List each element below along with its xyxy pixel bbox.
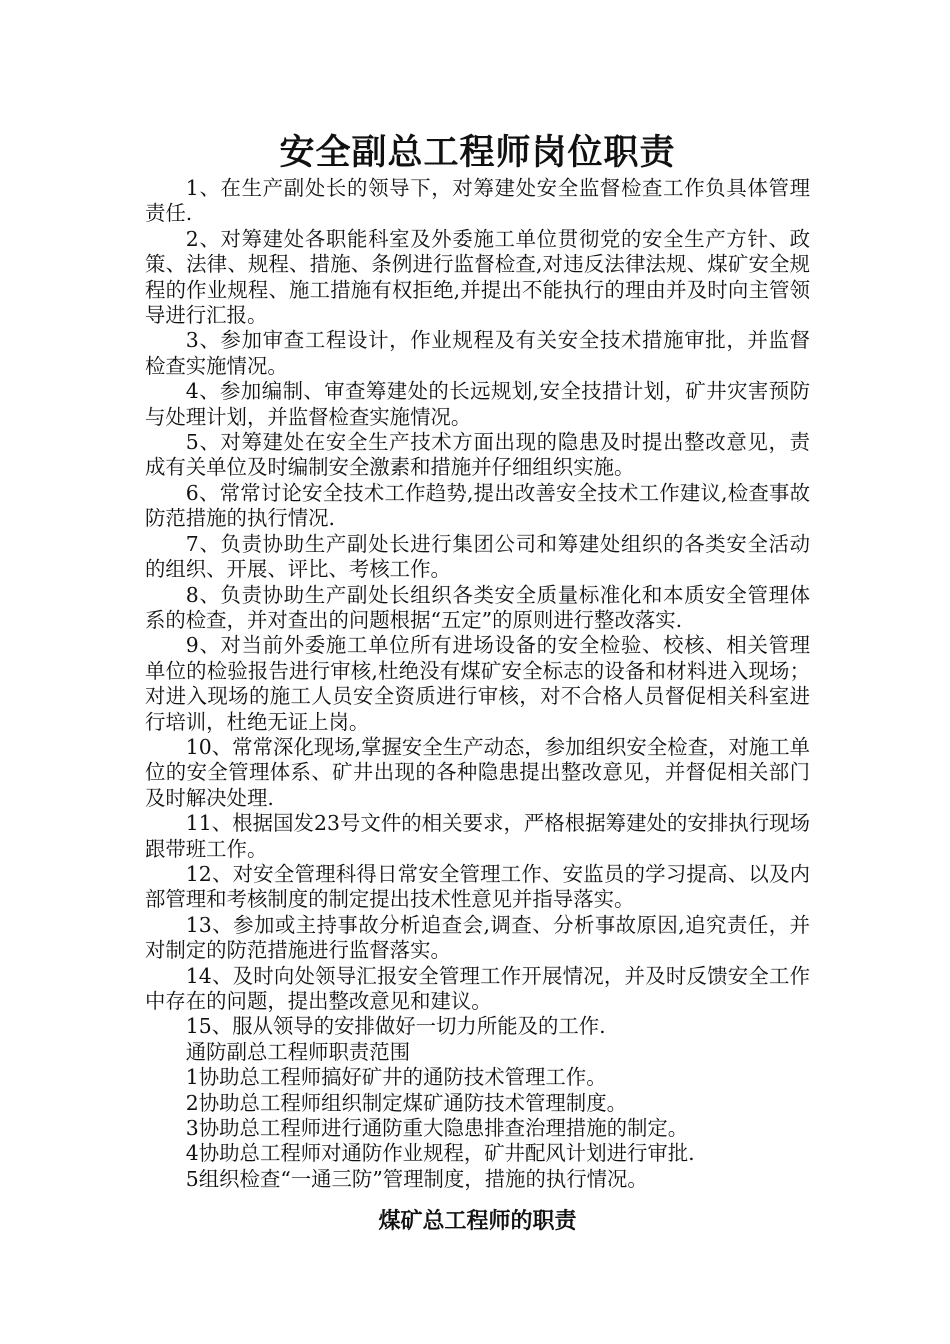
duty-paragraph-14: 14、及时向处领导汇报安全管理工作开展情况，并及时反馈安全工作中存在的问题，提出整改意见和建议。: [145, 963, 810, 1013]
document-title: 安全副总工程师岗位职责: [279, 132, 676, 173]
duty-paragraph-8: 8、负责协助生产副处长组织各类安全质量标准化和本质安全管理体系的检查，并对查出的问题根据“五定”的原则进行整改落实.: [145, 582, 810, 632]
duty-paragraph-7: 7、负责协助生产副处长进行集团公司和筹建处组织的各类安全活动的组织、开展、评比、考核工作。: [145, 531, 810, 582]
next-document-title: 煤矿总工程师的职责: [378, 1208, 577, 1235]
section-heading: 通防副总工程师职责范围: [185, 1039, 411, 1064]
section-item-1: 1协助总工程师搞好矿井的通防技术管理工作。: [185, 1065, 607, 1090]
duties-list: [145, 176, 810, 1040]
duty-paragraph-12: 12、对安全管理科得日常安全管理工作、安监员的学习提高、以及内部管理和考核制度的制定提出技术性意见并指导落实。: [145, 861, 810, 912]
duty-paragraph-11: 11、根据国发23号文件的相关要求，严格根据筹建处的安排执行现场跟带班工作。: [145, 811, 810, 861]
duty-paragraph-4: 4、参加编制、审查筹建处的长远规划,安全技措计划，矿井灾害预防与处理计划，并监督检查实施情况。: [145, 379, 810, 429]
section-item-4: 4协助总工程师对通防作业规程，矿井配风计划进行审批.: [185, 1141, 695, 1166]
duty-paragraph-9: 9、对当前外委施工单位所有进场设备的安全检验、校核、相关管理单位的检验报告进行审核,杜绝没有煤矿安全标志的设备和材料进入现场；对进入现场的施工人员安全资质进行审核，对不合格人员督促相关科室进行培训，杜绝无证上岗。: [145, 633, 810, 734]
duty-paragraph-6: 6、常常讨论安全技术工作趋势,提出改善安全技术工作建议,检查事故防范措施的执行情况.: [145, 480, 810, 531]
section-item-2: 2协助总工程师组织制定煤矿通防技术管理制度。: [185, 1090, 627, 1115]
duty-paragraph-10: 10、常常深化现场,掌握安全生产动态，参加组织安全检查，对施工单位的安全管理体系、矿井出现的各种隐患提出整改意见，并督促相关部门及时解决处理.: [145, 734, 810, 810]
ventilation-section: [145, 1040, 810, 1192]
document-page: [145, 0, 810, 1236]
section-item-3: 3协助总工程师进行通防重大隐患排查治理措施的制定。: [185, 1116, 689, 1141]
duty-paragraph-5: 5、对筹建处在安全生产技术方面出现的隐患及时提出整改意见，责成有关单位及时编制安全激素和措施并仔细组织实施。: [145, 430, 810, 480]
duty-paragraph-15: 15、服从领导的安排做好一切力所能及的工作.: [185, 1014, 606, 1039]
duty-paragraph-3: 3、参加审查工程设计，作业规程及有关安全技术措施审批，并监督检查实施情况。: [145, 328, 810, 378]
section-item-5: 5组织检查“一通三防”管理制度，措施的执行情况。: [185, 1166, 648, 1191]
duty-paragraph-13: 13、参加或主持事故分析追查会,调查、分析事故原因,追究责任，并对制定的防范措施进行监督落实。: [145, 912, 810, 963]
duty-paragraph-2: 2、对筹建处各职能科室及外委施工单位贯彻党的安全生产方针、政策、法律、规程、措施、条例进行监督检查,对违反法律法规、煤矿安全规程的作业规程、施工措施有权拒绝,并提出不能执行的理由并及时向主管领导进行汇报。: [145, 226, 810, 328]
duty-paragraph-1: 1、在生产副处长的领导下，对筹建处安全监督检查工作负具体管理责任.: [145, 176, 810, 226]
